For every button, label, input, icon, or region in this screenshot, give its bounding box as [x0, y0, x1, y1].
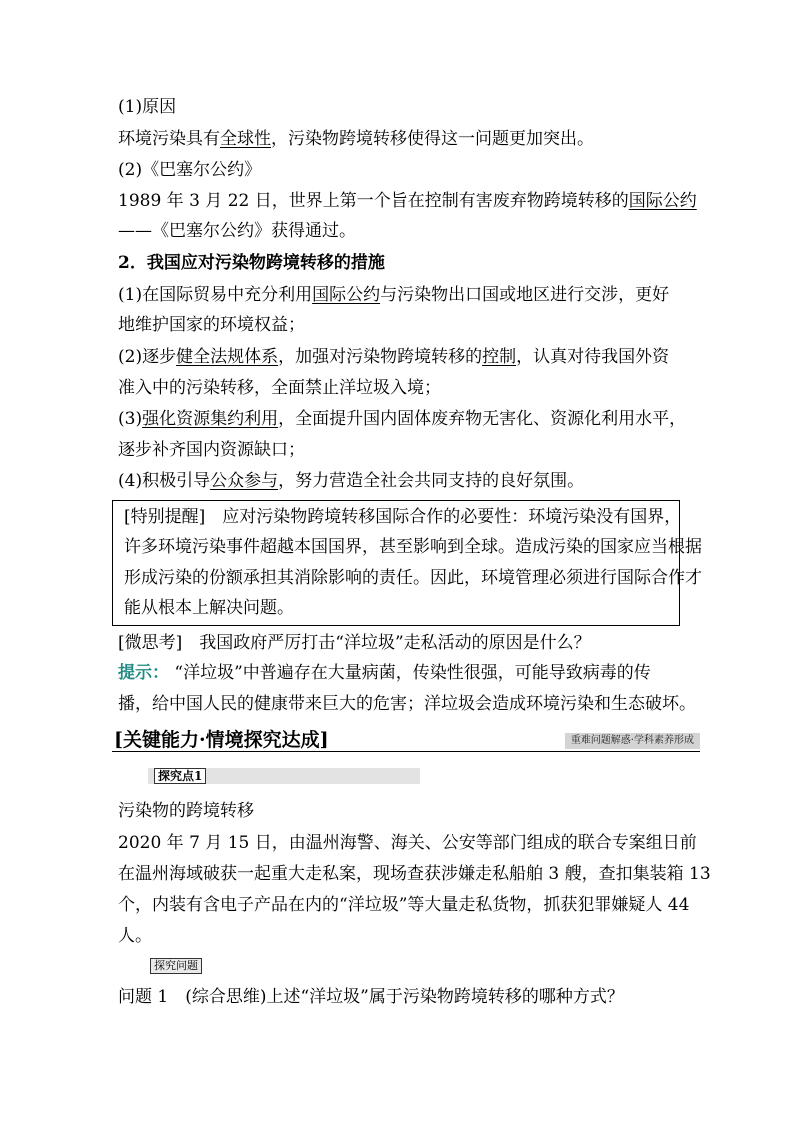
paragraph-basel: 1989 年 3 月 22 日，世界上第一个旨在控制有害废弃物跨境转移的国际公约: [118, 191, 697, 211]
explore-question-tag: 探究问题: [150, 958, 202, 974]
measure-3: (3)强化资源集约利用，全面提升国内固体废弃物无害化、资源化利用水平，: [118, 409, 687, 429]
key-term: 控制: [482, 347, 517, 367]
hint-label: 提示：: [118, 663, 169, 683]
measure-3-cont: 逐步补齐国内资源缺口；: [118, 440, 305, 460]
section-divider: [112, 751, 700, 752]
explore-point-bar: [148, 768, 420, 784]
measure-4: (4)积极引导公众参与，努力营造全社会共同支持的良好氛围。: [118, 471, 585, 491]
key-term: 国际公约: [312, 285, 381, 305]
case-text: 人。: [118, 926, 152, 946]
question-1: 问题 1 (综合思维)上述“洋垃圾”属于污染物跨境转移的哪种方式？: [118, 987, 624, 1007]
think-question: [微思考] 我国政府严厉打击“洋垃圾”走私活动的原因是什么？: [118, 633, 591, 653]
callout-line: 能从根本上解决问题。: [124, 598, 294, 618]
think-answer-cont: 播，给中国人民的健康带来巨大的危害；洋垃圾会造成环境污染和生态破坏。: [118, 694, 696, 714]
measure-1-cont: 地维护国家的环境权益；: [118, 315, 305, 335]
heading-measures: 2．我国应对污染物跨境转移的措施: [118, 253, 385, 273]
paragraph-reason: 环境污染具有全球性，污染物跨境转移使得这一问题更加突出。: [118, 129, 594, 149]
explore-point-label: 探究点1: [154, 768, 206, 784]
case-text: 在温州海域破获一起重大走私案，现场查获涉嫌走私船舶 3 艘，查扣集装箱 13: [118, 864, 711, 884]
measure-1: (1)在国际贸易中充分利用国际公约与污染物出口国或地区进行交涉，更好: [118, 285, 670, 305]
callout-line: 形成污染的份额承担其消除影响的责任。因此，环境管理必须进行国际合作才: [124, 568, 702, 588]
case-text: 2020 年 7 月 15 日，由温州海警、海关、公安等部门组成的联合专案组日前: [118, 833, 697, 853]
key-term: 强化资源集约利用: [142, 409, 279, 429]
callout-line: [特别提醒] 应对污染物跨境转移国际合作的必要性：环境污染没有国界，: [124, 507, 682, 527]
heading-basel: (2)《巴塞尔公约》: [118, 160, 262, 180]
measure-2: (2)逐步健全法规体系，加强对污染物跨境转移的控制，认真对待我国外资: [118, 347, 670, 367]
heading-reason: (1)原因: [118, 97, 177, 117]
key-term: 全球性: [220, 129, 271, 149]
section-tag: 重难问题解惑·学科素养形成: [565, 733, 700, 749]
key-term: 国际公约: [628, 191, 697, 211]
measure-2-cont: 准入中的污染转移，全面禁止洋垃圾入境；: [118, 378, 441, 398]
explore-title: 污染物的跨境转移: [118, 801, 254, 821]
key-term: 健全法规体系: [176, 347, 279, 367]
think-answer: 提示： “洋垃圾”中普遍存在大量病菌，传染性很强，可能导致病毒的传: [118, 663, 651, 683]
key-term: 公众参与: [210, 471, 279, 491]
section-title: [关键能力·情境探究达成]: [114, 729, 329, 751]
section-header: [112, 730, 700, 752]
callout-line: 许多环境污染事件超越本国国界，甚至影响到全球。造成污染的国家应当根据: [124, 537, 702, 557]
paragraph-basel-cont: ——《巴塞尔公约》获得通过。: [118, 221, 356, 241]
case-text: 个，内装有含电子产品在内的“洋垃圾”等大量走私货物，抓获犯罪嫌疑人 44: [118, 895, 690, 915]
